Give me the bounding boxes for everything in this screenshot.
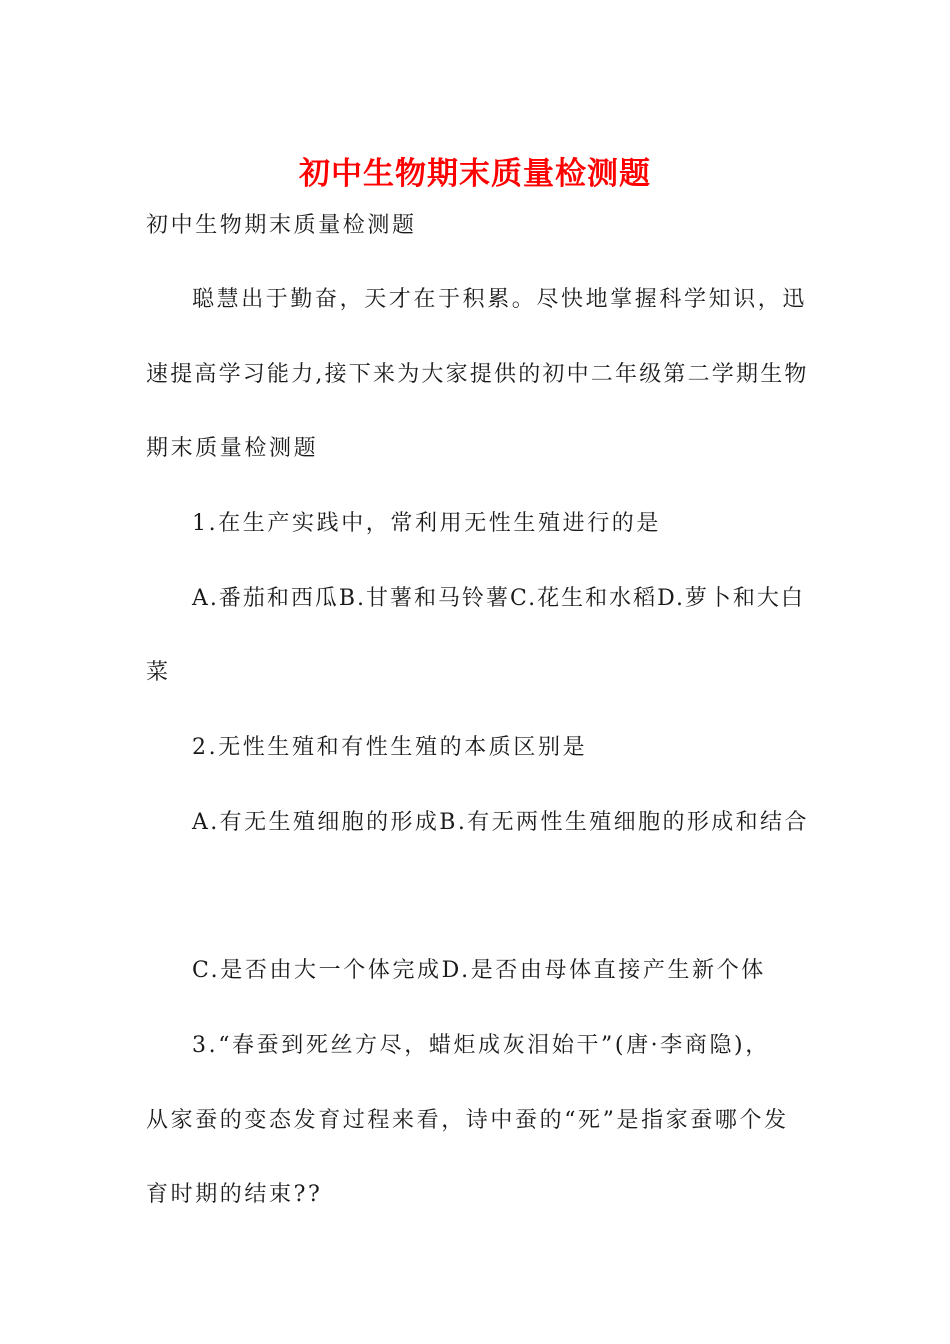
question-2-stem: 2.无性生殖和有性生殖的本质区别是 [192, 735, 588, 760]
question-1-options: A.番茄和西瓜B.甘薯和马铃薯C.花生和水稻D.萝卜和大白 [192, 586, 805, 611]
intro-line-2: 速提高学习能力,接下来为大家提供的初中二年级第二学期生物 [146, 362, 809, 387]
intro-line-1: 聪慧出于勤奋，天才在于积累。尽快地掌握科学知识，迅 [192, 287, 808, 312]
question-2-options-ab: A.有无生殖细胞的形成B.有无两性生殖细胞的形成和结合 [192, 810, 809, 835]
question-3-stem-line-2: 从家蚕的变态发育过程来看，诗中蚕的“死”是指家蚕哪个发 [146, 1108, 789, 1133]
question-3-stem-line-1: 3.“春蚕到死丝方尽，蜡炬成灰泪始干”(唐·李商隐)， [192, 1033, 770, 1058]
intro-line-3: 期末质量检测题 [146, 436, 319, 461]
question-2-options-cd: C.是否由大一个体完成D.是否由母体直接产生新个体 [192, 958, 766, 983]
document-subtitle: 初中生物期末质量检测题 [146, 213, 417, 238]
question-1-options-wrap: 菜 [146, 660, 171, 685]
question-1-stem: 1.在生产实践中，常利用无性生殖进行的是 [192, 511, 661, 536]
document-title: 初中生物期末质量检测题 [299, 156, 651, 192]
question-3-stem-line-3: 育时期的结束?? [146, 1182, 323, 1207]
